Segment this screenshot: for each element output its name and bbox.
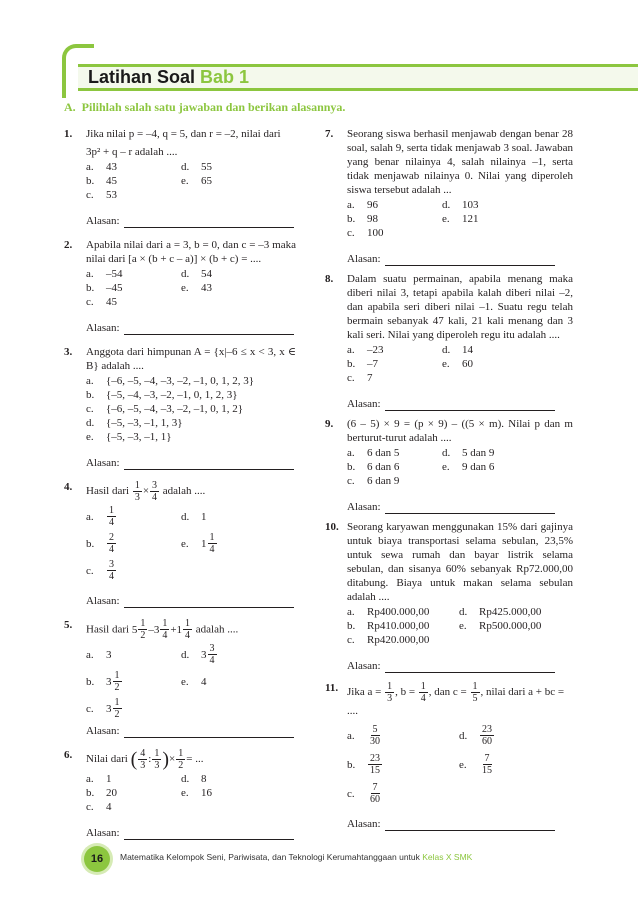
option[interactable]: d. 14 [442,344,473,356]
question-text: Jika nilai p = –4, q = 5, dan r = –2, nilai dari [86,128,281,140]
option[interactable]: d. 3 $\frac{3}{4}$ [181,643,215,666]
reason-field[interactable]: Alasan: [347,500,573,514]
section-text: Pilihlah salah satu jawaban dan berikan alasannya. [81,100,346,114]
page-title [88,66,249,88]
option[interactable]: b. 98 [347,213,378,225]
fraction: $\frac{3}{4}$ [152,480,158,503]
question-9 [325,417,573,514]
title-main: Latihan Soal [88,67,196,87]
option[interactable]: c. $\frac{3}{4}$ [86,559,114,582]
option[interactable]: e. {–5, –3, –1, 1} [86,431,172,443]
question-number: 9. [325,418,334,430]
question-4 [64,480,296,608]
question-number: 11. [325,682,339,694]
question-1 [64,127,296,228]
question-text: 3p² + q – r adalah .... [86,146,178,158]
option[interactable]: d. 103 [442,199,479,211]
option[interactable]: c. Rp420.000,00 [347,634,430,646]
option[interactable]: e. 16 [181,787,212,799]
option[interactable]: b. {–5, –4, –3, –2, –1, 0, 1, 2, 3} [86,389,238,401]
section-instruction [64,100,345,115]
options [86,267,296,309]
option[interactable]: a. 43 [86,161,117,173]
question-number: 8. [325,273,334,285]
option[interactable]: b. 3 $\frac{1}{2}$ [86,670,120,693]
option[interactable]: e. 60 [442,358,473,370]
option[interactable]: a. 96 [347,199,378,211]
options [347,343,573,385]
question-number: 6. [64,749,73,761]
reason-field[interactable]: Alasan: [86,724,296,738]
footer-book-title: Matematika Kelompok Seni, Pariwisata, dan Teknologi Kerumahtanggaan untuk [120,852,423,862]
question-5 [64,618,296,738]
option[interactable]: d. {–5, –3, –1, 1, 3} [86,417,183,429]
reason-field[interactable]: Alasan: [347,397,573,411]
question-number: 10. [325,521,339,533]
option[interactable]: b. 6 dan 6 [347,461,400,473]
option[interactable]: c. {–6, –5, –4, –3, –2, –1, 0, 1, 2} [86,403,244,415]
options [86,505,296,582]
option[interactable]: c. 100 [347,227,384,239]
question-number: 1. [64,128,73,140]
option[interactable]: e. 43 [181,282,212,294]
question-number: 4. [64,481,73,493]
option[interactable]: c. 6 dan 9 [347,475,400,487]
option[interactable]: b. $\frac{23}{15}$ [347,753,380,776]
question-text: Seorang karyawan menggunakan 15% dari gajinya untuk biaya transportasi selama sebulan, 23,5% untuk sewa rumah dan bayar listrik selama sebulan, dan sisanya 60% sebanyak Rp72.000,00 ditabung. Biaya untuk makan selama sebulan adalah .... [347,521,573,603]
question-10 [325,520,573,673]
option[interactable]: d. 1 [181,510,207,523]
options [86,374,296,444]
option[interactable]: e. $\frac{7}{15}$ [459,753,492,776]
option[interactable]: c. 53 [86,189,117,201]
reason-field[interactable]: Alasan: [347,817,573,831]
question-text: Hasil dari 5 $\frac{1}{2}$ –3 $\frac{1}{4}$ +1 $\frac{1}{4}$ adalah .... [86,618,239,641]
options [347,446,573,488]
reason-field[interactable]: Alasan: [86,826,296,840]
section-label: A. [64,100,76,114]
option[interactable]: a. $\frac{1}{4}$ [86,505,114,528]
option[interactable]: e. 4 [181,675,207,688]
option[interactable]: c. 45 [86,296,117,308]
question-number: 7. [325,128,334,140]
option[interactable]: a. –23 [347,344,384,356]
header-rule-bottom [78,88,638,91]
question-6 [64,748,296,840]
question-text: (6 – 5) × 9 = (p × 9) – ((5 × m). Nilai p dan m berturut-turut adalah .... [347,418,573,444]
option[interactable]: b. 20 [86,787,117,799]
options [86,643,296,720]
option[interactable]: d. $\frac{23}{60}$ [459,724,492,747]
question-text: Nilai dari ( $\frac{4}{3}$ : $\frac{1}{3}$ )× $\frac{1}{2}$ = ... [86,748,204,771]
option[interactable]: e. 121 [442,213,479,225]
option[interactable]: d. 5 dan 9 [442,447,495,459]
question-text: Apabila nilai dari a = 3, b = 0, dan c = –3 maka nilai dari [a × (b + c – a)] × (b + c) = .... [86,239,296,265]
question-number: 5. [64,619,73,631]
question-text: Hasil dari $\frac{1}{3}$ × $\frac{3}{4}$ adalah .... [86,480,206,503]
option[interactable]: e. 65 [181,175,212,187]
question-2 [64,238,296,335]
question-text: Anggota dari himpunan A = {x|–6 ≤ x < 3, x ∈ B} adalah .... [86,346,296,372]
question-text: Dalam suatu permainan, apabila menang maka diberi nilai 3, tetapi apabila kalah diberi nilai –2, dan apabila seri diberi nilai –1. Suatu regu telah bermain sebanyak 47 kali, 21 kali menang dan 3 kali seri. Nilai yang diperoleh regu itu adalah .... [347,273,573,341]
option[interactable]: a. $\frac{5}{30}$ [347,724,380,747]
option[interactable]: a. 3 [86,648,112,661]
options [347,605,573,647]
option[interactable]: b. Rp410.000,00 [347,620,430,632]
option[interactable]: e. 1 $\frac{1}{4}$ [181,532,215,555]
option[interactable]: d. 55 [181,161,212,173]
left-column [64,127,296,840]
reason-field[interactable]: Alasan: [86,594,296,608]
reason-field[interactable]: Alasan: [347,659,573,673]
fraction: $\frac{1}{3}$ [134,480,140,503]
option[interactable]: e. Rp500.000,00 [459,620,542,632]
option[interactable]: d. 54 [181,268,212,280]
option[interactable]: b. –45 [86,282,123,294]
option[interactable]: a. 1 [86,773,112,785]
question-7 [325,127,573,266]
reason-field[interactable]: Alasan: [86,214,296,228]
question-text: Seorang siswa berhasil menjawab dengan benar 28 soal, salah 9, serta tidak menjawab 3 soal. Jawaban yang benar nilainya 4, salah nilainya –1, serta tidak menjawab nilainya 0. Nilai yang diperoleh siswa tersebut adalah ... [347,128,573,196]
option[interactable]: d. 8 [181,773,207,785]
options [86,160,296,202]
option[interactable]: c. 4 [86,801,112,813]
title-chapter: Bab 1 [200,67,250,87]
question-8 [325,272,573,411]
footer-class: Kelas X SMK [422,852,473,862]
option[interactable]: c. 3 $\frac{1}{2}$ [86,697,120,720]
question-3 [64,345,296,470]
option[interactable]: e. 9 dan 6 [442,461,495,473]
option[interactable]: d. Rp425.000,00 [459,606,542,618]
page-number: 16 [90,853,104,865]
reason-field[interactable]: Alasan: [86,456,296,470]
option[interactable]: a. Rp400.000,00 [347,606,430,618]
option[interactable]: c. 7 [347,372,373,384]
right-column [325,127,573,831]
option[interactable]: b. $\frac{2}{4}$ [86,532,114,555]
option[interactable]: b. 45 [86,175,117,187]
question-text: Jika a = $\frac{1}{3}$ , b = $\frac{1}{4}$ , dan c = $\frac{1}{5}$ , nilai dari a + bc = .... [347,681,565,717]
options [347,724,573,805]
option[interactable]: b. –7 [347,358,378,370]
question-number: 3. [64,346,73,358]
option[interactable]: a. 6 dan 5 [347,447,400,459]
option[interactable]: a. –54 [86,268,123,280]
question-11 [325,681,573,831]
reason-field[interactable]: Alasan: [86,321,296,335]
question-number: 2. [64,239,73,251]
footer-text [120,852,472,862]
options [86,772,296,814]
reason-field[interactable]: Alasan: [347,252,573,266]
options [347,198,573,240]
option[interactable]: c. $\frac{7}{60}$ [347,782,380,805]
option[interactable]: a. {–6, –5, –4, –3, –2, –1, 0, 1, 2, 3} [86,375,255,387]
